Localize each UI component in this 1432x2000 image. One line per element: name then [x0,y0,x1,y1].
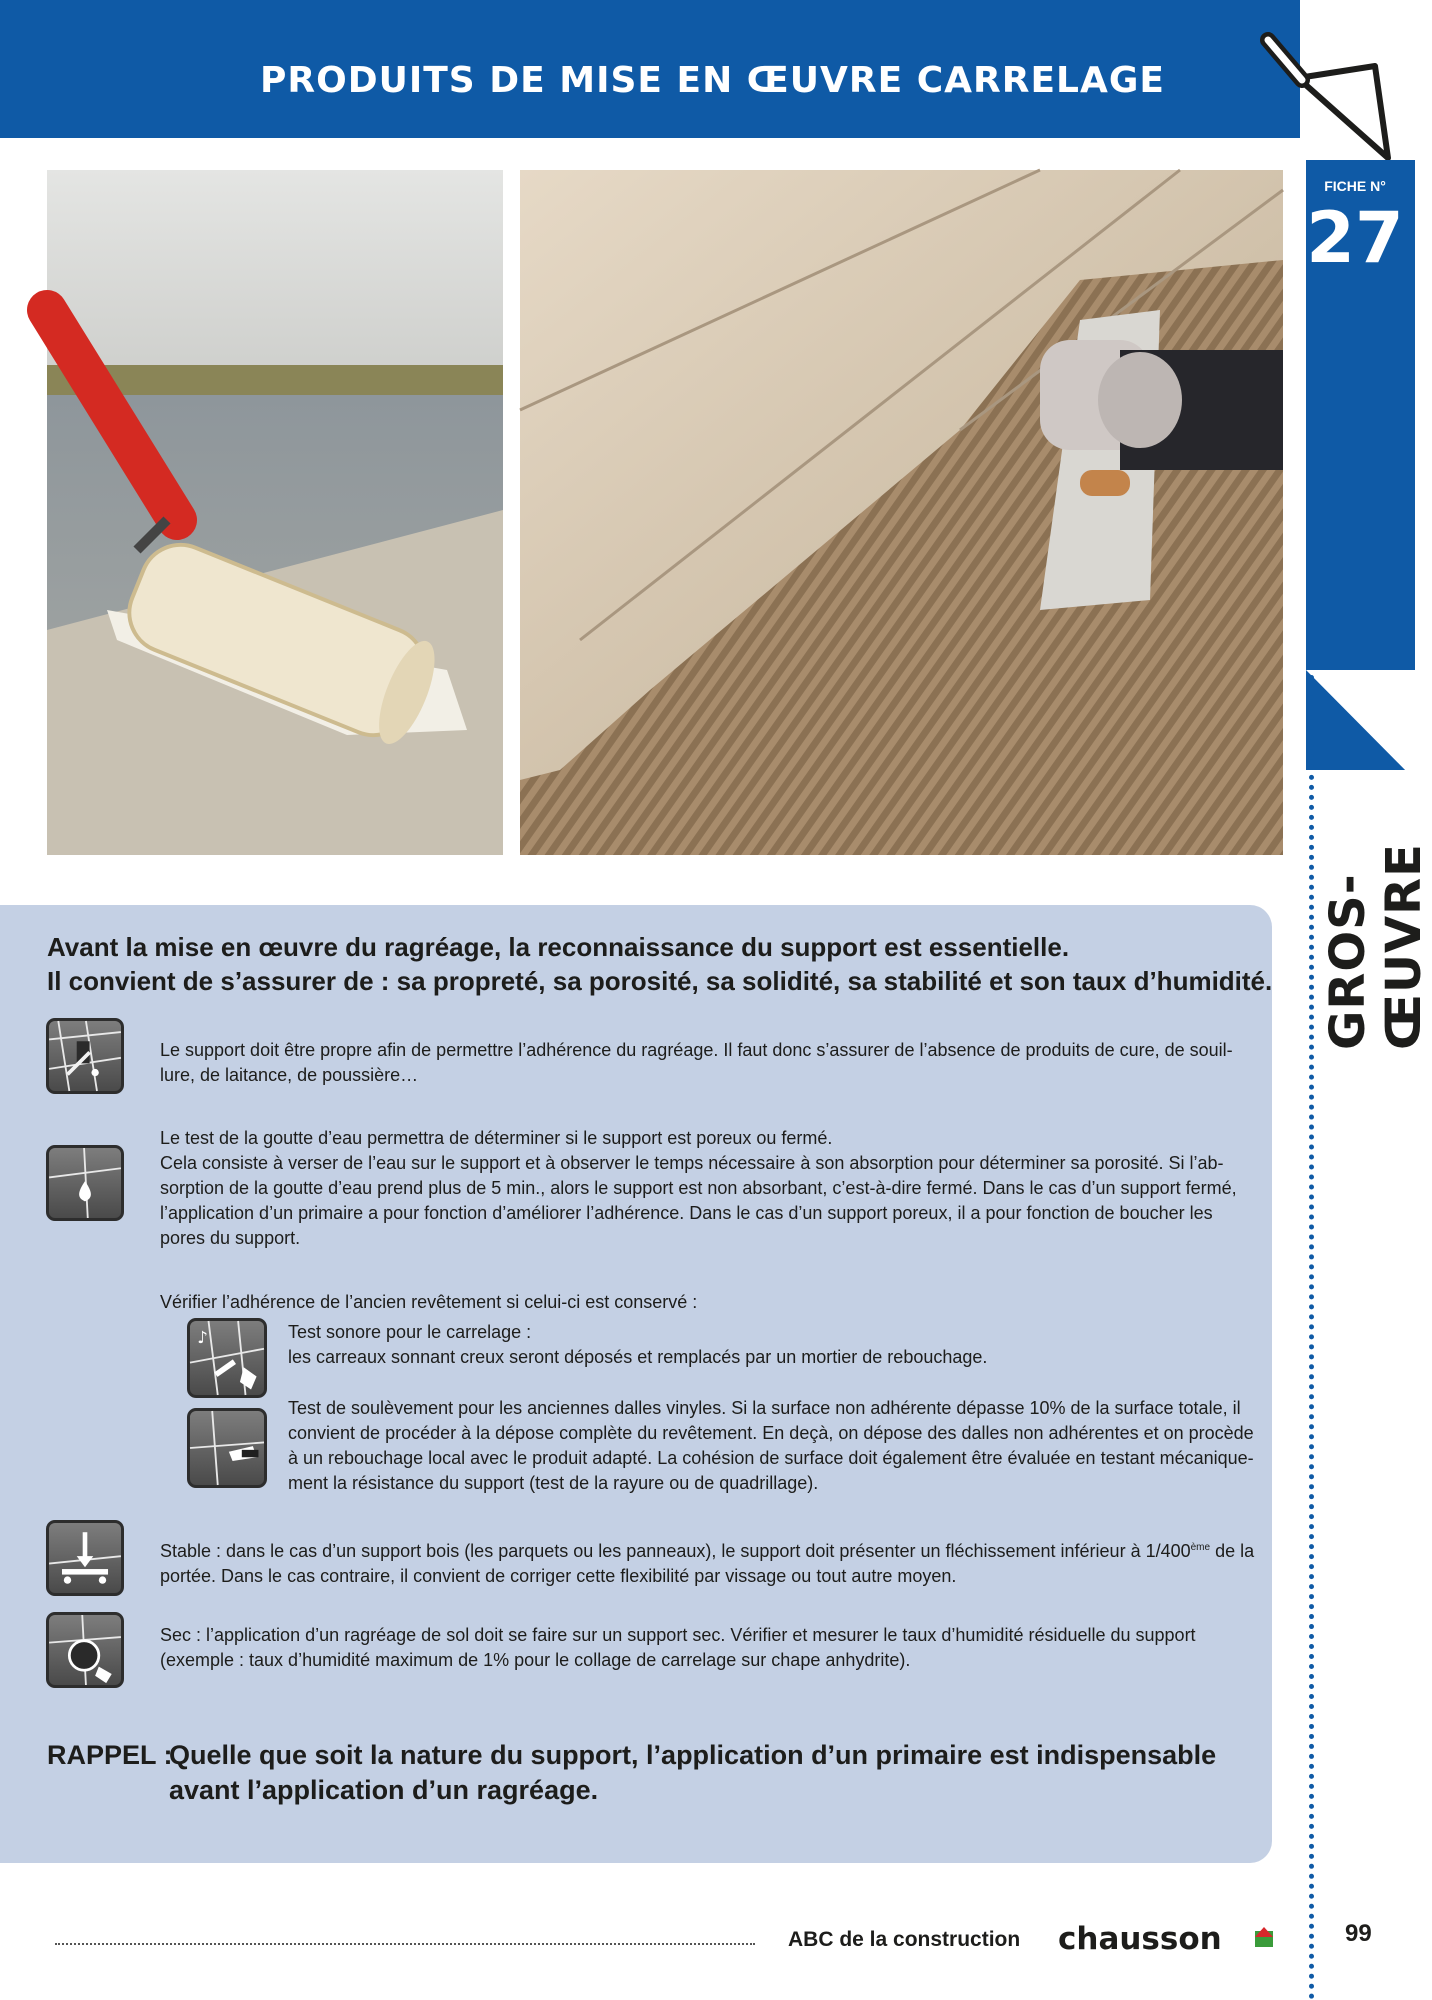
brand-mark-icon [1255,1927,1273,1947]
water-drop-icon [46,1145,124,1221]
stable-paragraph [160,1535,1270,1589]
footer-title: ABC de la construction [788,1928,1021,1951]
section-label: GROS-ŒUVRE [1320,843,1432,1050]
rappel-text [169,1738,1249,1808]
sound-test-line-2: les carreaux sonnant creux seront déposés et remplacés par un mortier de rebouchage. [288,1347,988,1367]
lift-test-line-1: Test de soulèvement pour les anciennes dalles vinyles. Si la surface non adhérente dépasse 10% de la surface totale, il [288,1398,1241,1418]
stable-line-1 [160,1535,1270,1564]
porosity-paragraph [160,1126,1260,1251]
page-number: 99 [1345,1920,1372,1947]
clean-line-1: Le support doit être propre afin de permettre l’adhérence du ragréage. Il faut donc s’assurer de l’absence de produits de cure, de souil- [160,1040,1233,1060]
sound-test-icon [187,1318,267,1398]
lift-test-line-3: à un rebouchage local avec le produit adapté. La cohésion de surface doit également être évaluée en testant mécanique- [288,1448,1254,1468]
intro-line-1: Avant la mise en œuvre du ragréage, la reconnaissance du support est essentielle. [47,932,1070,962]
adhesion-intro: Vérifier l’adhérence de l’ancien revêtement si celui-ci est conservé : [160,1292,698,1312]
page-title: PRODUITS DE MISE EN ŒUVRE CARRELAGE [260,60,1165,101]
dotted-divider [1309,675,1314,2000]
rappel-line-2: avant l’application d’un ragréage. [169,1775,599,1805]
porosity-line-4: l’application d’un primaire a pour fonction d’améliorer l’adhérence. Dans le cas d’un support poreux, il a pour fonction de boucher les [160,1203,1213,1223]
clean-paragraph [160,1038,1250,1088]
lift-test-line-2: convient de procéder à la dépose complète du revêtement. En deçà, on dépose des dalles non adhérentes et on procède [288,1423,1254,1443]
primer-roller-photo [47,170,503,855]
porosity-line-5: pores du support. [160,1228,301,1248]
lift-test-line-4: ment la résistance du support (test de la rayure ou de quadrillage). [288,1473,819,1493]
fiche-label: FICHE N° [1324,178,1386,194]
sound-test-line-1: Test sonore pour le carrelage : [288,1322,532,1342]
intro-text [47,930,1273,998]
dry-paragraph [160,1623,1260,1673]
brand-logo: chausson [1058,1921,1222,1957]
cleaning-icon [46,1018,124,1094]
porosity-line-1: Le test de la goutte d’eau permettra de déterminer si le support est poreux ou fermé. [160,1128,833,1148]
stable-line-1-sup: ème [1190,1542,1211,1553]
dry-line-1: Sec : l’application d’un ragréage de sol doit se faire sur un support sec. Vérifier et mesurer le taux d’humidité résiduelle du support [160,1625,1196,1645]
tile-adhesive-trowel-photo [520,170,1283,855]
footer-divider [55,1943,755,1945]
stable-line-2: portée. Dans le cas contraire, il convient de corriger cette flexibilité par vissage ou tout autre moyen. [160,1566,957,1586]
intro-line-2: Il convient de s’assurer de : sa propreté, sa porosité, sa solidité, sa stabilité et son taux d’humidité. [47,966,1273,996]
porosity-line-2: Cela consiste à verser de l’eau sur le support et à observer le temps nécessaire à son absorption pour déterminer sa porosité. Si l’ab- [160,1153,1224,1173]
svg-text:♪: ♪ [197,1328,209,1348]
porosity-line-3: sorption de la goutte d’eau prend plus de 5 min., alors le support est non absorbant, c’est-à-dire fermé. Dans le cas d’un support fermé, [160,1178,1237,1198]
rappel-line-1: Quelle que soit la nature du support, l’application d’un primaire est indispensable [169,1740,1217,1770]
stable-line-1-a: Stable : dans le cas d’un support bois (les parquets ou les panneaux), le support doit présenter un fléchissement inférieur à 1/400 [160,1541,1191,1561]
lift-test-icon [187,1408,267,1488]
lift-test-paragraph [288,1396,1268,1496]
stable-line-1-b: de la [1210,1541,1255,1561]
trowel-icon [1240,18,1400,178]
sound-test-paragraph [288,1320,1248,1370]
load-stability-icon [46,1520,124,1596]
clean-line-2: lure, de laitance, de poussière… [160,1065,419,1085]
rappel-label: RAPPEL : [47,1740,173,1770]
fiche-number: 27 [1306,197,1404,279]
side-band-corner [1306,670,1415,780]
dry-line-2: (exemple : taux d’humidité maximum de 1% pour le collage de carrelage sur chape anhydrite). [160,1650,911,1670]
humidity-meter-icon [46,1612,124,1688]
